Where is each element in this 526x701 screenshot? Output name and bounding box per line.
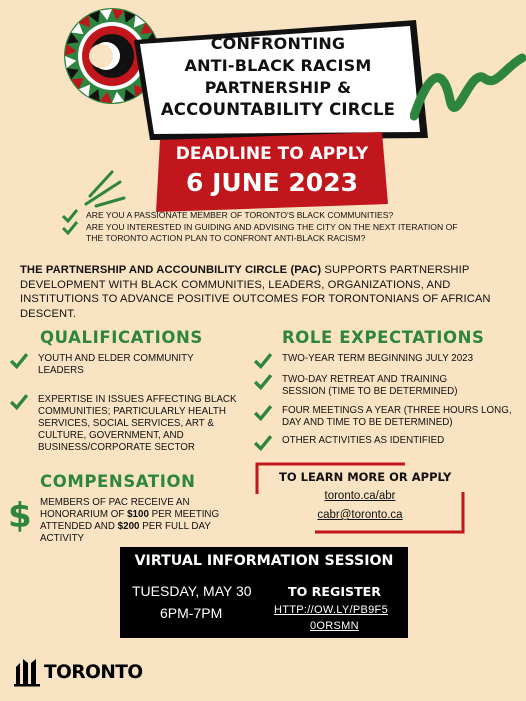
qualification-item	[10, 394, 250, 454]
title-line-1: CONFRONTING	[210, 34, 346, 53]
compensation-part: PER MEETING ATTENDED AND	[40, 509, 220, 532]
qualification-text: EXPERTISE IN ISSUES AFFECTING BLACK COMMUNITIES; PARTICULARLY HEALTH SERVICES, SOCIAL SERVICES, ART & CULTURE, GOVERNMENT, AND BUSINESS/CORPORATE SECTOR	[38, 394, 237, 453]
qualifications-heading: QUALIFICATIONS	[40, 328, 203, 347]
city-hall-icon	[14, 657, 42, 687]
qualification-item	[10, 353, 230, 377]
register-link-continued[interactable]: 0ORSMN	[310, 620, 359, 632]
session-date: TUESDAY, MAY 30	[132, 583, 252, 599]
abr-website-link[interactable]: toronto.ca/abr	[324, 490, 396, 502]
dollar-icon: $	[8, 496, 32, 536]
compensation-amount: $100	[127, 509, 149, 520]
compensation-heading: COMPENSATION	[40, 472, 196, 491]
checkmark-icon	[254, 374, 272, 390]
apply-box	[255, 462, 465, 534]
role-item	[254, 435, 522, 447]
compensation-part: PER FULL DAY ACTIVITY	[40, 521, 211, 544]
title-line-4: ACCOUNTABILITY CIRCLE	[160, 100, 396, 119]
green-rays-decoration	[80, 168, 128, 208]
deadline-label: DEADLINE TO APPLY	[175, 144, 369, 164]
question-list	[62, 210, 462, 245]
role-text: TWO-YEAR TERM BEGINNING JULY 2023	[282, 353, 474, 364]
intro-paragraph	[20, 263, 520, 321]
intro-bold: THE PARTNERSHIP AND ACCOUNBILITY CIRCLE (PAC)	[20, 264, 322, 276]
question-text: ARE YOU A PASSIONATE MEMBER OF TORONTO'S BLACK COMMUNITIES?	[86, 210, 394, 220]
intro-text: SUPPORTS PARTNERSHIP DEVELOPMENT WITH BLACK COMMUNITIES, LEADERS, ORGANIZATIONS, AND INSTITUTIONS TO ADVANCE POSITIVE OUTCOMES FOR TORONTONIANS OF AFRICAN DESCENT.	[20, 264, 491, 320]
qualification-text: YOUTH AND ELDER COMMUNITY LEADERS	[38, 353, 194, 376]
checkmark-icon	[10, 394, 28, 410]
role-text: OTHER ACTIVITIES AS IDENTIFIED	[282, 435, 445, 446]
question-item	[62, 222, 462, 244]
apply-heading: TO LEARN MORE OR APPLY	[279, 470, 452, 484]
role-text: TWO-DAY RETREAT AND TRAINING SESSION (TIME TO BE DETERMINED)	[282, 374, 458, 397]
toronto-wordmark: TORONTO	[44, 662, 143, 683]
role-expectations-heading: ROLE EXPECTATIONS	[282, 328, 485, 347]
deadline-date: 6 JUNE 2023	[186, 168, 358, 197]
checkmark-icon	[254, 435, 272, 451]
compensation-part: MEMBERS OF PAC RECEIVE AN HONORARIUM OF	[40, 497, 190, 520]
question-item	[62, 210, 462, 221]
role-item	[254, 374, 484, 398]
title-line-3: PARTNERSHIP &	[204, 78, 352, 97]
title-line-2: ANTI-BLACK RACISM	[184, 56, 372, 75]
toronto-logo	[14, 655, 143, 689]
checkmark-icon	[10, 353, 28, 369]
compensation-amount: $200	[117, 521, 140, 532]
email-link[interactable]: cabr@toronto.ca	[317, 509, 403, 521]
info-session-heading: VIRTUAL INFORMATION SESSION	[134, 553, 394, 569]
info-session-box	[120, 547, 408, 638]
role-item	[254, 405, 524, 429]
checkmark-icon	[254, 353, 272, 369]
role-text: FOUR MEETINGS A YEAR (THREE HOURS LONG, DAY AND TIME TO BE DETERMINED)	[282, 405, 512, 428]
question-text: ARE YOU INTERESTED IN GUIDING AND ADVISING THE CITY ON THE NEXT ITERATION OF THE TORONTO ACTION PLAN TO CONFRONT ANTI-BLACK RACISM?	[86, 222, 458, 243]
green-squiggle-decoration	[410, 48, 526, 128]
role-item	[254, 353, 522, 365]
checkmark-icon	[62, 221, 78, 235]
checkmark-icon	[254, 405, 272, 421]
header-banner	[128, 20, 428, 200]
register-link[interactable]: HTTP://OW.LY/PB9F5	[274, 604, 388, 616]
deadline-box	[156, 132, 388, 212]
compensation-text	[40, 497, 255, 545]
register-label: TO REGISTER	[288, 584, 381, 599]
session-time: 6PM-7PM	[160, 605, 223, 621]
